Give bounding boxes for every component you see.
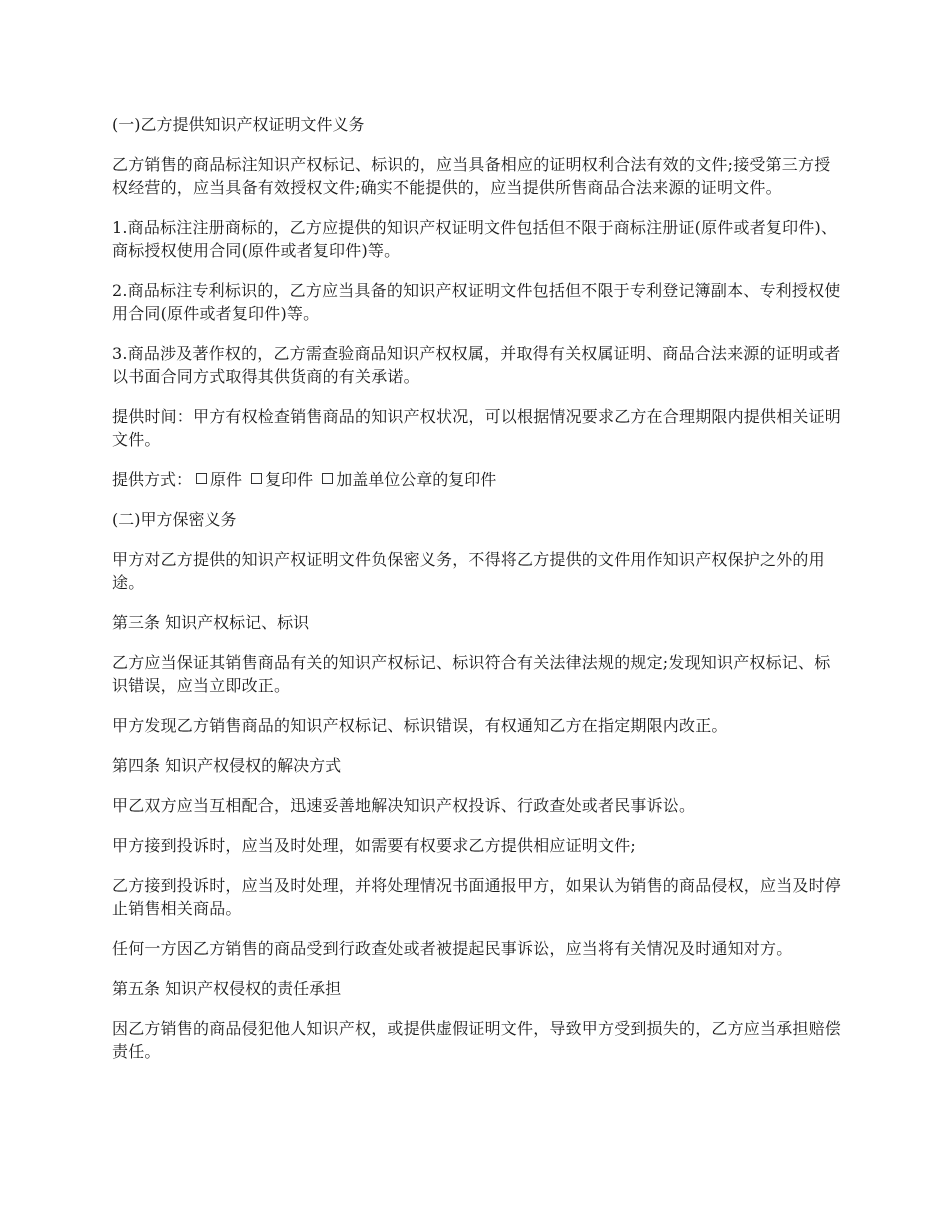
provide-method-label: 提供方式： xyxy=(112,470,193,489)
section-1-heading: (一)乙方提供知识产权证明文件义务 xyxy=(112,115,365,134)
section-1-item-3: 3.商品涉及著作权的，乙方需查验商品知识产权权属，并取得有关权属证明、商品合法来源的证明或者以书面合同方式取得其供货商的有关承诺。 xyxy=(112,344,841,386)
article-5-paragraph-1: 因乙方销售的商品侵犯他人知识产权，或提供虚假证明文件，导致甲方受到损失的，乙方应当承担赔偿责任。 xyxy=(112,1019,842,1061)
section-2-paragraph: 甲方对乙方提供的知识产权证明文件负保密义务，不得将乙方提供的文件用作知识产权保护之外的用途。 xyxy=(112,550,825,592)
article-4-paragraph-4: 任何一方因乙方销售的商品受到行政查处或者被提起民事诉讼，应当将有关情况及时通知对方。 xyxy=(112,939,793,958)
provide-method-row xyxy=(112,468,842,491)
option-original-label: 原件 xyxy=(210,470,243,489)
article-3-paragraph-1: 乙方应当保证其销售商品有关的知识产权标记、标识符合有关法律法规的规定;发现知识产权标记、标识错误，应当立即改正。 xyxy=(112,653,831,695)
provide-time-paragraph: 提供时间：甲方有权检查销售商品的知识产权状况，可以根据情况要求乙方在合理期限内提供相关证明文件。 xyxy=(112,407,842,449)
article-3-paragraph-2: 甲方发现乙方销售商品的知识产权标记、标识错误，有权通知乙方在指定期限内改正。 xyxy=(112,716,728,735)
article-3-heading: 第三条 知识产权标记、标识 xyxy=(112,613,310,632)
document-page xyxy=(112,113,842,1080)
option-copy-label: 复印件 xyxy=(265,470,314,489)
article-4-paragraph-2: 甲方接到投诉时，应当及时处理，如需要有权要求乙方提供相应证明文件; xyxy=(112,836,636,855)
checkbox-copy-icon[interactable] xyxy=(251,473,262,484)
article-4-paragraph-1: 甲乙双方应当互相配合，迅速妥善地解决知识产权投诉、行政查处或者民事诉讼。 xyxy=(112,796,696,815)
section-1-item-1: 1.商品标注注册商标的，乙方应提供的知识产权证明文件包括但不限于商标注册证(原件或者复印件)、商标授权使用合同(原件或者复印件)等。 xyxy=(112,218,838,260)
checkbox-original-icon[interactable] xyxy=(196,473,207,484)
option-stamped-copy-label: 加盖单位公章的复印件 xyxy=(336,470,497,489)
article-4-heading: 第四条 知识产权侵权的解决方式 xyxy=(112,756,342,775)
checkbox-stamped-copy-icon[interactable] xyxy=(322,473,333,484)
section-1-item-2: 2.商品标注专利标识的，乙方应当具备的知识产权证明文件包括但不限于专利登记簿副本、专利授权使用合同(原件或者复印件)等。 xyxy=(112,281,841,323)
article-4-paragraph-3: 乙方接到投诉时，应当及时处理，并将处理情况书面通报甲方，如果认为销售的商品侵权，应当及时停止销售相关商品。 xyxy=(112,876,842,918)
section-1-paragraph: 乙方销售的商品标注知识产权标记、标识的，应当具备相应的证明权利合法有效的文件;接受第三方授权经营的，应当具备有效授权文件;确实不能提供的，应当提供所售商品合法来源的证明文件。 xyxy=(112,155,831,197)
section-2-heading: (二)甲方保密义务 xyxy=(112,510,237,529)
article-5-heading: 第五条 知识产权侵权的责任承担 xyxy=(112,979,342,998)
